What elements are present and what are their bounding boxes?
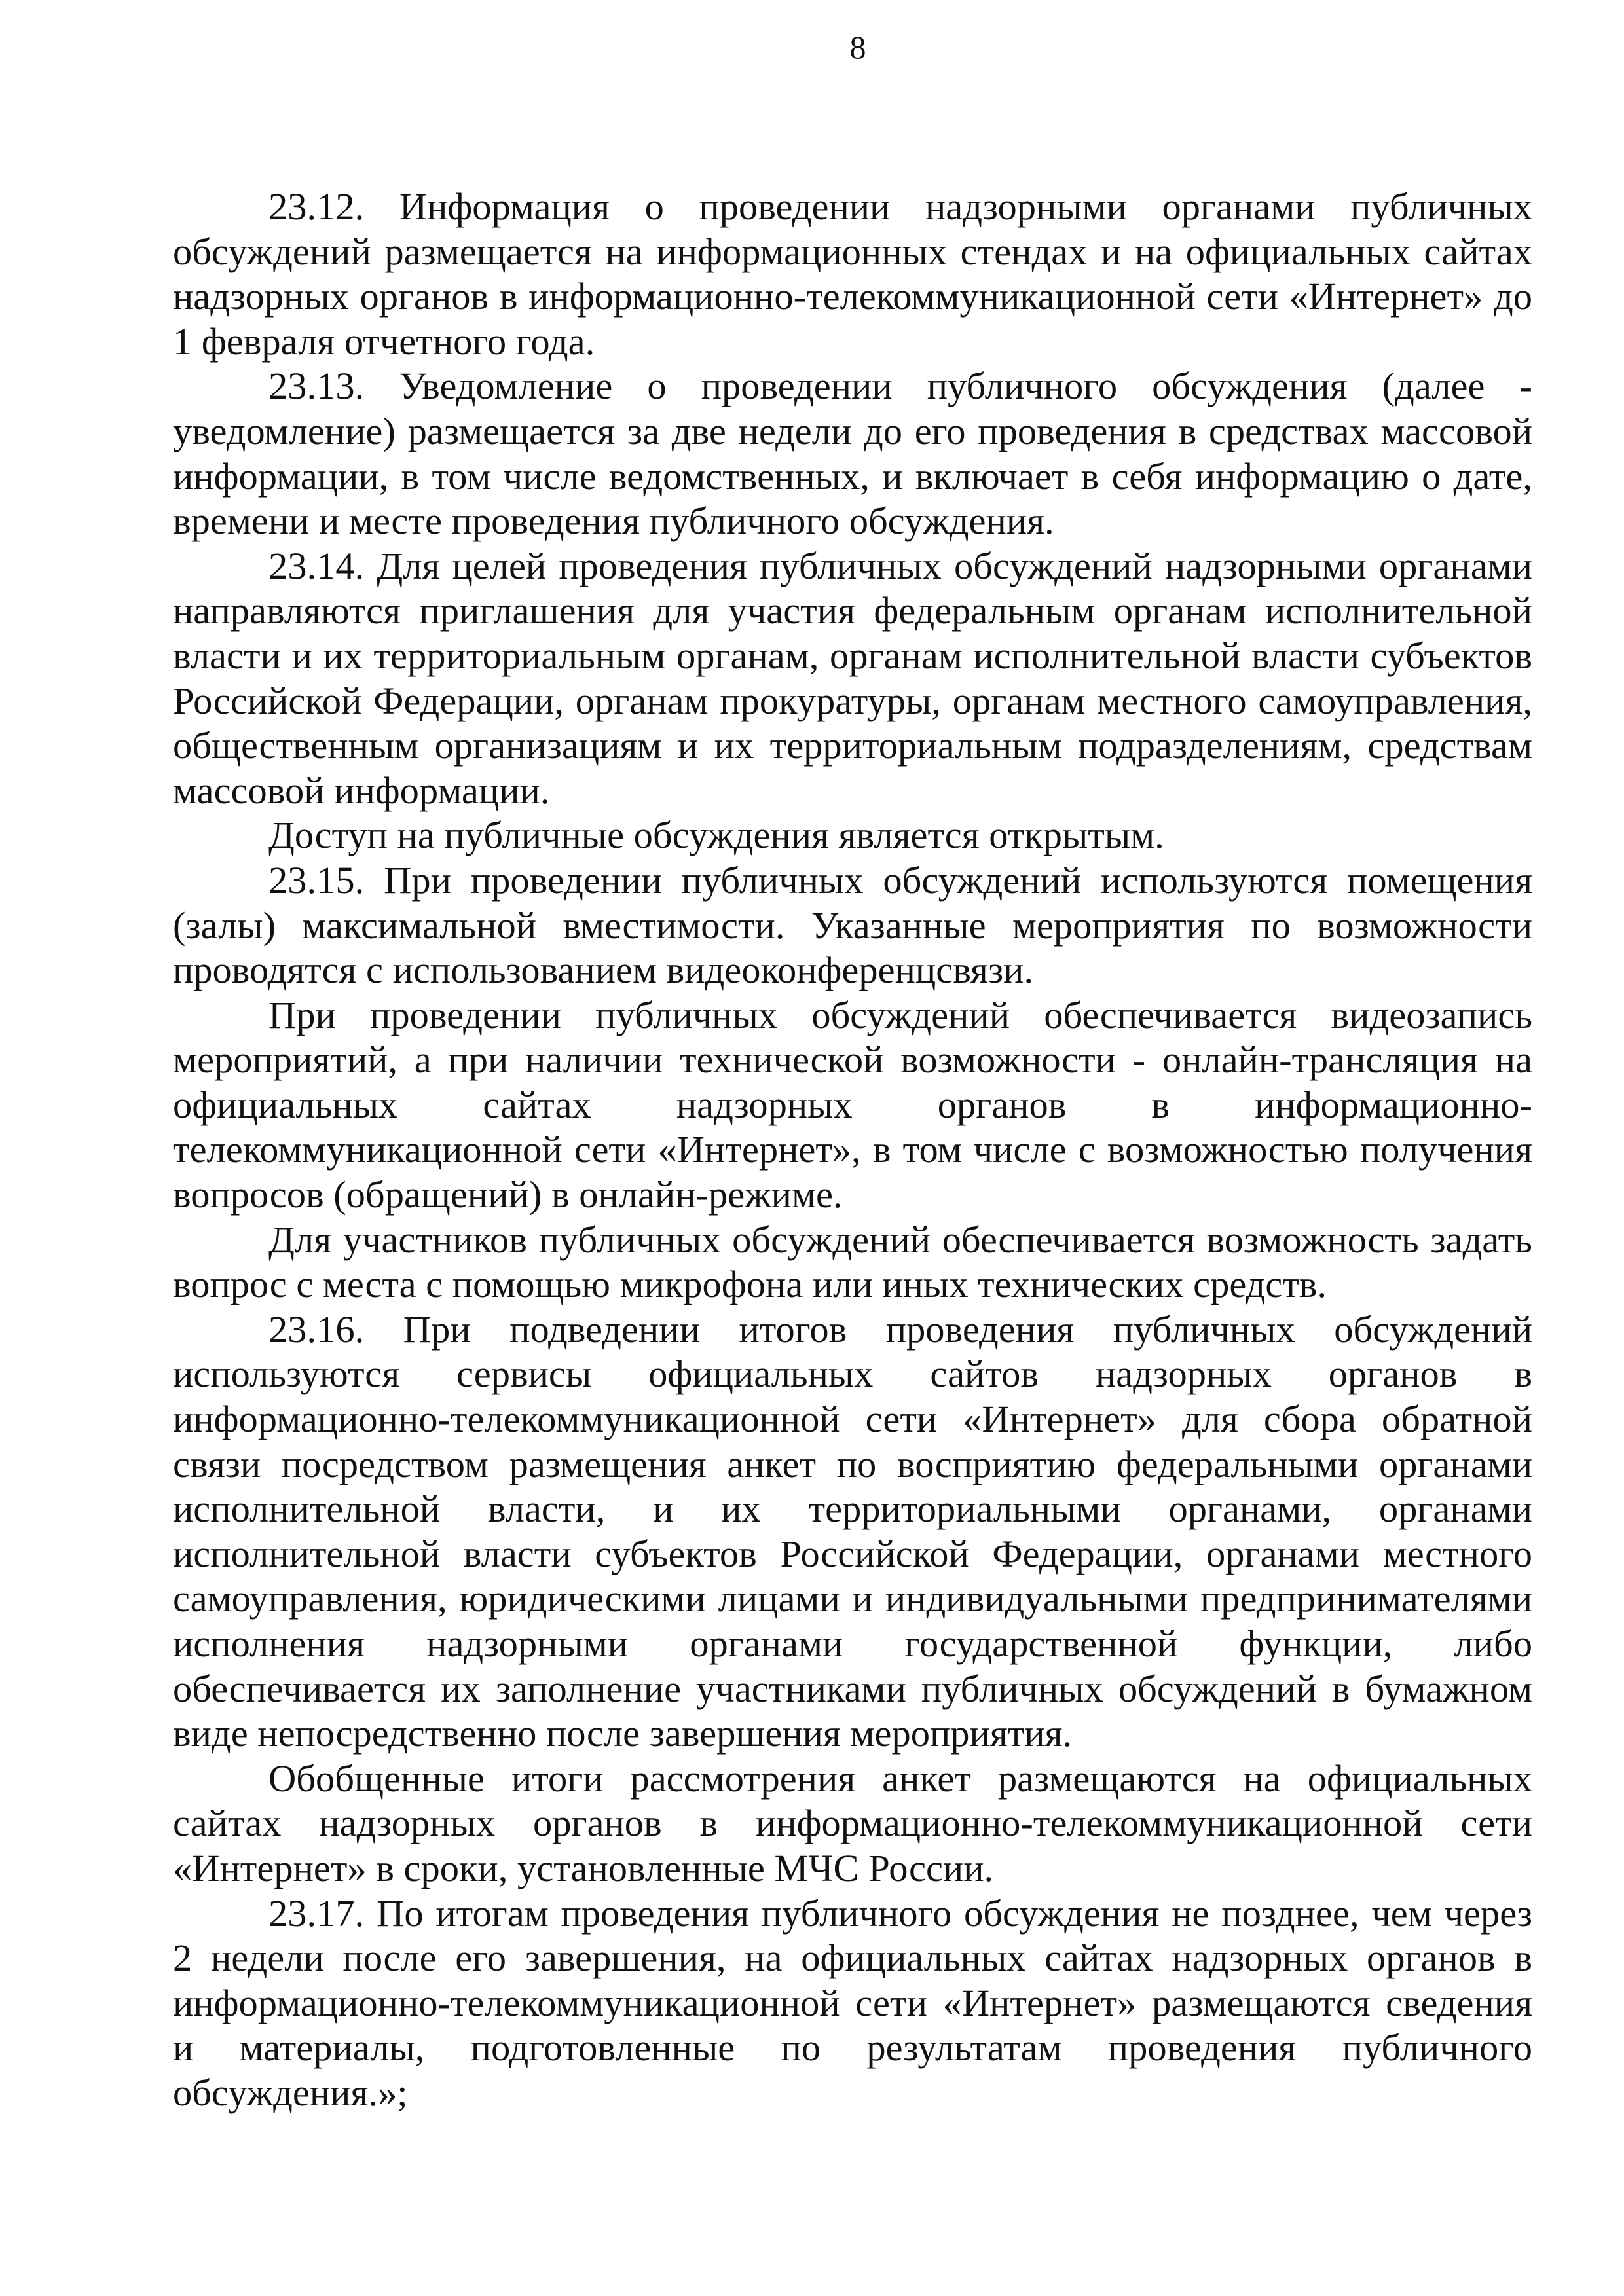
paragraph-access: Доступ на публичные обсуждения является открытым. xyxy=(268,814,1164,857)
paragraph-summary-results: Обобщенные итоги рассмотрения анкет размещаются на официальных сайтах надзорных органов в информационно-телекоммуникационной сети «Интернет» в сроки, установленные МЧС России. xyxy=(173,1757,1532,1889)
paragraph-questions: Для участников публичных обсуждений обеспечивается возможность задать вопрос с места с помощью микрофона или иных технических средств. xyxy=(173,1218,1532,1306)
page-number: 8 xyxy=(849,29,866,65)
paragraph-23-15: 23.15. При проведении публичных обсуждений используются помещения (залы) максимальной вместимости. Указанные мероприятия по возможности проводятся с использованием видеоконференцсвязи. xyxy=(173,858,1532,992)
paragraph-23-17: 23.17. По итогам проведения публичного обсуждения не позднее, чем через 2 недели после его завершения, на официальных сайтах надзорных органов в информационно-телекоммуникационной сети «Интернет» размещаются сведения и материалы, подготовленные по результатам проведения публичного обсуждения.»; xyxy=(173,1891,1532,2114)
paragraph-video-recording: При проведении публичных обсуждений обеспечивается видеозапись мероприятий, а при наличии технической возможности - онлайн-трансляция на официальных сайтах надзорных органов в информационно-телекоммуникационной сети «Интернет», в том числе с возможностью получения вопросов (обращений) в онлайн-режиме. xyxy=(173,993,1532,1216)
paragraph-23-16: 23.16. При подведении итогов проведения публичных обсуждений используются сервисы официальных сайтов надзорных органов в информационно-телекоммуникационной сети «Интернет» для сбора обратной связи посредством размещения анкет по восприятию федеральными органами исполнительной власти, и их территориальными органами, органами исполнительной власти субъектов Российской Федерации, органами местного самоуправления, юридическими лицами и индивидуальными предпринимателями исполнения надзорными органами государственной функции, либо обеспечивается их заполнение участниками публичных обсуждений в бумажном виде непосредственно после завершения мероприятия. xyxy=(173,1307,1532,1755)
document-body xyxy=(173,185,1532,2116)
paragraph-23-12: 23.12. Информация о проведении надзорными органами публичных обсуждений размещается на информационных стендах и на официальных сайтах надзорных органов в информационно-телекоммуникационной сети «Интернет» до 1 февраля отчетного года. xyxy=(173,185,1532,363)
paragraph-23-14: 23.14. Для целей проведения публичных обсуждений надзорными органами направляются приглашения для участия федеральным органам исполнительной власти и их территориальным органам, органам исполнительной власти субъектов Российской Федерации, органам прокуратуры, органам местного самоуправления, общественным организациям и их территориальным подразделениям, средствам массовой информации. xyxy=(173,544,1532,812)
paragraph-23-13: 23.13. Уведомление о проведении публичного обсуждения (далее - уведомление) размещается за две недели до его проведения в средствах массовой информации, в том числе ведомственных, и включает в себя информацию о дате, времени и месте проведения публичного обсуждения. xyxy=(173,365,1532,543)
